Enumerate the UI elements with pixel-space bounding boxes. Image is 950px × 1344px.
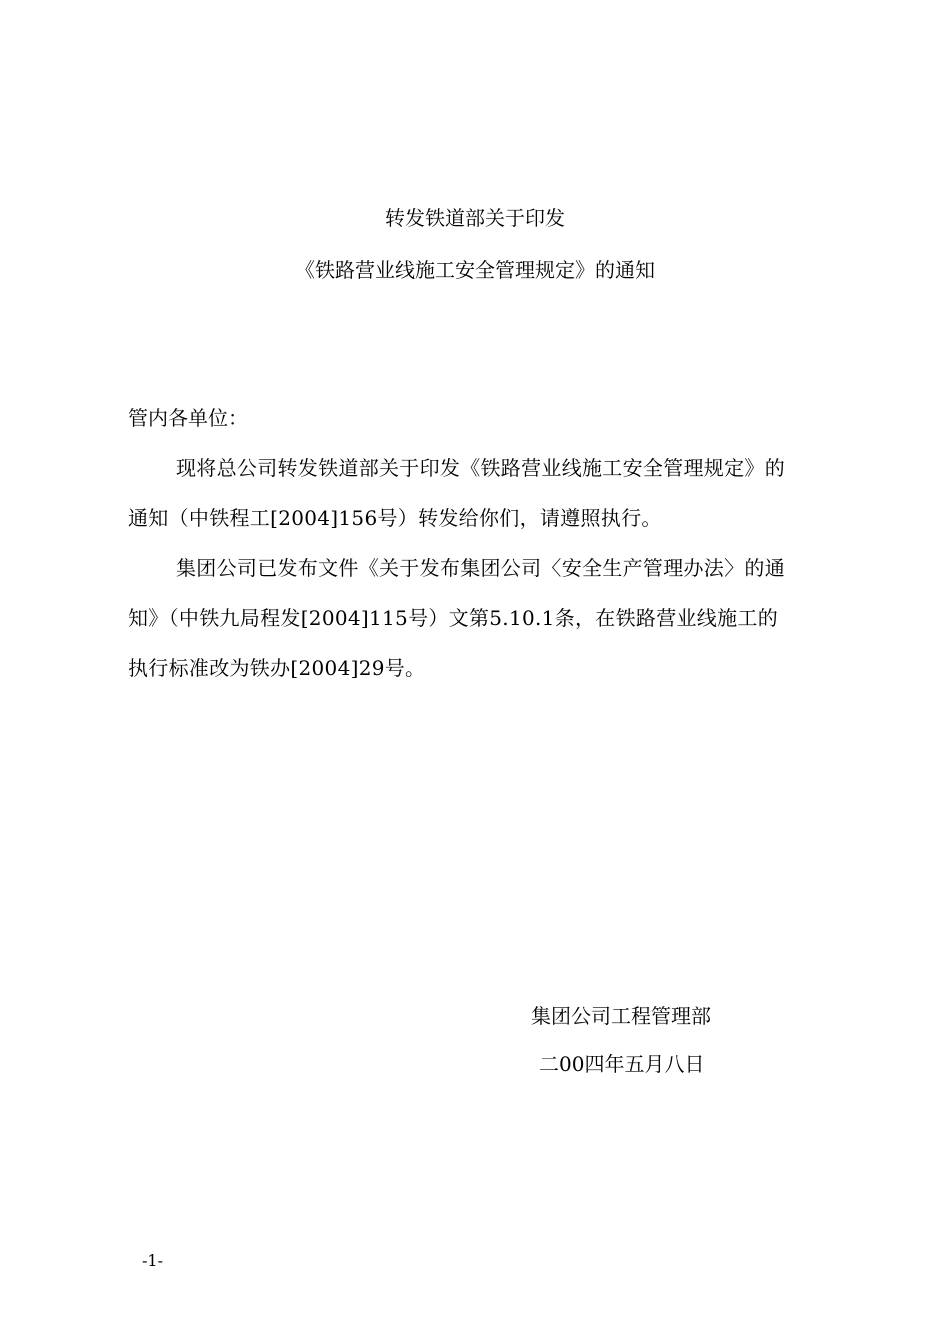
- body-line-5: 执行标准改为铁办[2004]29号。: [128, 656, 426, 680]
- document-title-line-2: 《铁路营业线施工安全管理规定》的通知: [295, 258, 655, 282]
- body-line-2: 通知（中铁程工[2004]156号）转发给你们，请遵照执行。: [128, 506, 662, 530]
- signature-date: 二00四年五月八日: [539, 1052, 705, 1076]
- salutation: 管内各单位：: [128, 406, 248, 430]
- page-number: -1-: [142, 1251, 163, 1270]
- body-line-3: 集团公司已发布文件《关于发布集团公司〈安全生产管理办法〉的通: [176, 556, 785, 580]
- signature-organization: 集团公司工程管理部: [531, 1004, 711, 1028]
- body-line-4: 知》（中铁九局程发[2004]115号）文第5.10.1条，在铁路营业线施工的: [128, 606, 778, 630]
- body-line-1: 现将总公司转发铁道部关于印发《铁路营业线施工安全管理规定》的: [176, 456, 785, 480]
- document-title-line-1: 转发铁道部关于印发: [385, 206, 565, 230]
